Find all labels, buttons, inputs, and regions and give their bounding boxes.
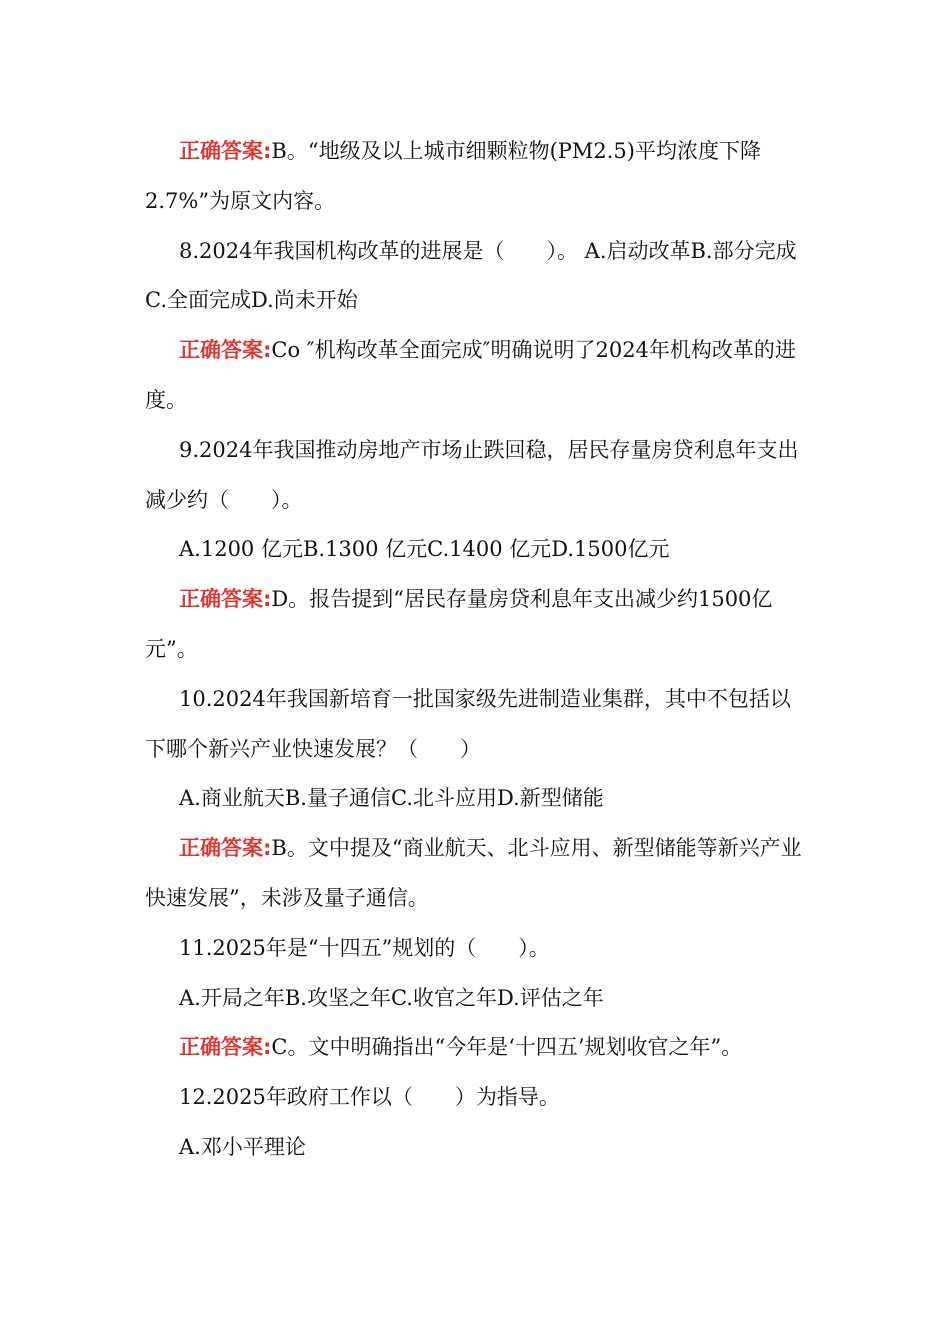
answer-text: Co ″机构改革全面完成″明确说明了2024年机构改革的进度。 [145, 338, 796, 412]
answer-paragraph [145, 326, 810, 426]
question-paragraph: 10.2024年我国新培育一批国家级先进制造业集群，其中不包括以下哪个新兴产业快速发展？（ ） [145, 686, 791, 761]
options-paragraph: A.开局之年B.攻坚之年C.收官之年D.评估之年 [179, 985, 604, 1010]
answer-text: B。“地级及以上城市细颗粒物(PM2.5)平均浓度下降2.7%”为原文内容。 [145, 139, 761, 213]
options-paragraph: A.邓小平理论 [179, 1134, 306, 1159]
options-paragraph: A.1200 亿元B.1300 亿元C.1400 亿元D.1500亿元 [179, 537, 670, 562]
question-paragraph: 8.2024年我国机构改革的进展是（ ）。 A.启动改革B.部分完成C.全面完成D.尚未开始 [145, 238, 797, 313]
question-paragraph: 12.2025年政府工作以（ ）为指导。 [179, 1085, 560, 1110]
answer-paragraph [145, 1023, 810, 1073]
answer-label: 正确答案: [179, 139, 272, 163]
answer-paragraph [145, 824, 810, 924]
options-paragraph: A.商业航天B.量子通信C.北斗应用D.新型储能 [179, 786, 604, 811]
answer-label: 正确答案: [179, 587, 272, 612]
answer-text: C。文中明确指出“今年是‘十四五’规划收官之年”。 [271, 1035, 743, 1060]
answer-label: 正确答案: [179, 836, 272, 861]
answer-text: D。报告提到“居民存量房贷利息年支出减少约1500亿元”。 [145, 587, 773, 661]
answer-text: B。文中提及“商业航天、北斗应用、新型储能等新兴产业快速发展”，未涉及量子通信。 [145, 836, 802, 910]
document-body [145, 127, 810, 1173]
answer-label: 正确答案: [179, 1035, 272, 1060]
answer-paragraph [145, 575, 810, 675]
answer-label: 正确答案: [179, 338, 272, 363]
question-paragraph: 9.2024年我国推动房地产市场止跌回稳，居民存量房贷利息年支出减少约（ ）。 [145, 437, 799, 512]
answer-paragraph [145, 127, 810, 227]
question-paragraph: 11.2025年是“十四五”规划的（ ）。 [179, 935, 550, 960]
